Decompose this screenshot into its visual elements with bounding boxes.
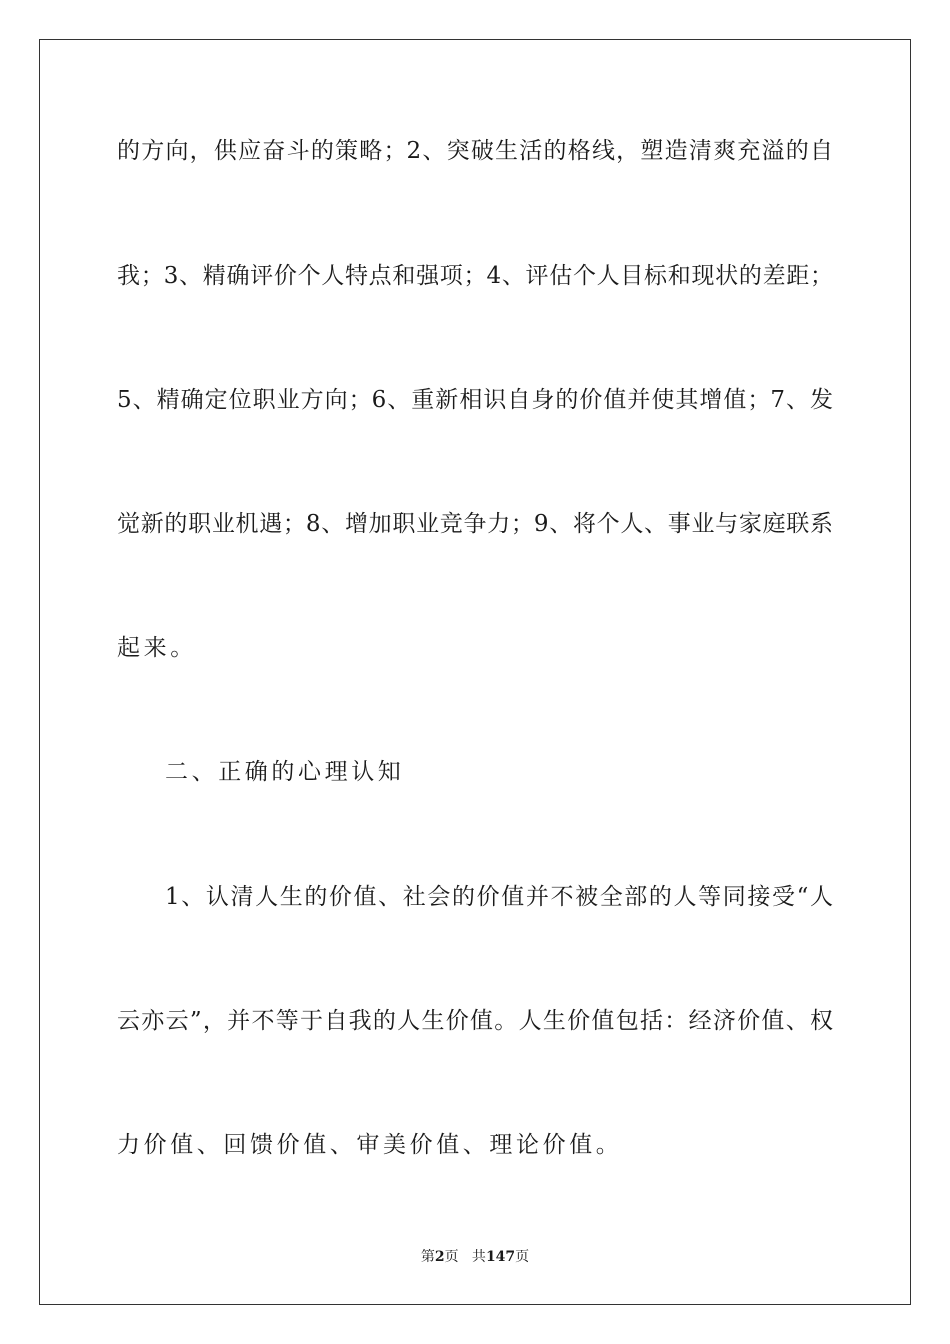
section-heading: 二、正确的心理认知 <box>165 759 405 785</box>
body-line-5: 起来。 <box>117 635 197 661</box>
footer-mid: 页 共 <box>444 1249 486 1265</box>
body-line-2: 我；3、精确评价个人特点和强项；4、评估个人目标和现状的差距； <box>117 263 833 289</box>
body-line-9: 力价值、回馈价值、审美价值、理论价值。 <box>117 1132 623 1158</box>
body-line-7: 1、认清人生的价值、社会的价值并不被全部的人等同接受“人 <box>165 884 833 910</box>
body-line-3: 5、精确定位职业方向；6、重新相识自身的价值并使其增值；7、发 <box>117 387 833 413</box>
page-footer <box>0 1248 950 1266</box>
footer-prefix: 第 <box>420 1249 435 1265</box>
body-line-4: 觉新的职业机遇；8、增加职业竞争力；9、将个人、事业与家庭联系 <box>117 511 833 537</box>
body-line-1: 的方向，供应奋斗的策略；2、突破生活的格线，塑造清爽充溢的自 <box>117 138 833 164</box>
footer-total-pages: 147 <box>485 1249 516 1265</box>
body-line-8: 云亦云”，并不等于自我的人生价值。人生价值包括：经济价值、权 <box>117 1008 833 1034</box>
page-frame <box>39 39 911 1305</box>
footer-suffix: 页 <box>515 1249 530 1265</box>
footer-page-number: 2 <box>434 1249 445 1265</box>
